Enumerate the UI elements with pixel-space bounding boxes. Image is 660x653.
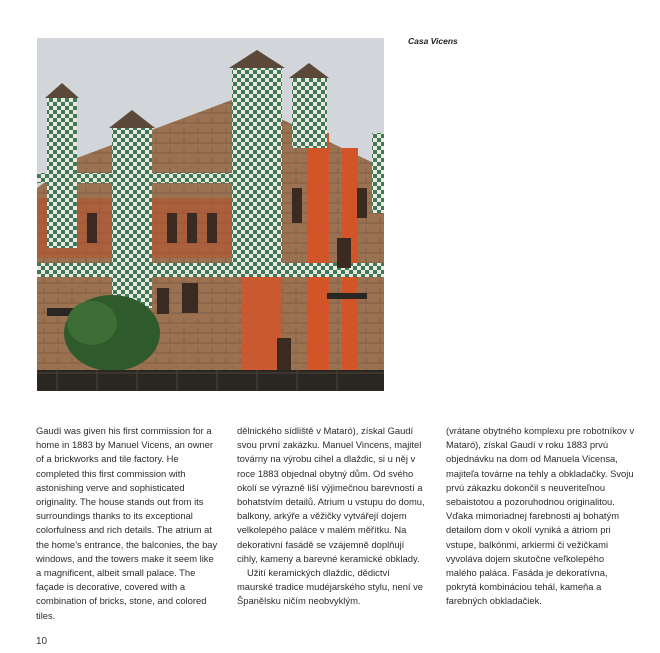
text-column-czech <box>237 424 425 609</box>
paragraph-slovak: (vrátane obytného komplexu pre robotníkov v Mataró), získal Gaudí v roku 1883 prvú objednávku na dom od Manuela Vicensa, majiteľa továrne na tehly a obkladačky. Svoju prvú zákazku dokončil s neuveriteľnou sebaistotou a pozoruhodnou originalitou. Vďaka mimoriadnej farebnosti aj bohatým detailom dom v okolí vyniká a átriom pri vstupe, balkónmi, arkiermi či vežičkami vyvoláva dojem skutočne veľkolepého malého paláca. Fasáda je dekoratívna, pokrytá kombináciou tehál, kameňa a farebných obkladačiek. <box>446 425 635 607</box>
paragraph-czech-1: dělnického sídliště v Mataró), získal Gaudí svou první zakázku. Manuel Vincens, majitel továrny na výrobu cihel a dlaždic, si u něj v roce 1883 objednal obytný dům. Od svého okolí se výrazně liší výjimečnou barevností a bohatstvím detailů. Atrium u vstupu do domu, balkony, arkýře a věžičky vytvářejí dojem velkolepého paláce v malém měřítku. Na dekorativní fasádě se vzájemně doplňují cihly, kameny a barevné keramické obklady. <box>237 425 425 564</box>
text-column-english <box>36 424 220 623</box>
paragraph-czech-2: Užití keramických dlaždic, dědictví maurské tradice mudéjarského stylu, není ve Španělsku ničím neobvyklým. <box>237 567 424 607</box>
casa-vicens-photo <box>37 38 384 391</box>
photo-caption: Casa Vicens <box>408 36 458 46</box>
text-column-slovak <box>446 424 636 609</box>
page-number: 10 <box>36 636 48 647</box>
paragraph-english: Gaudí was given his first commission for a home in 1883 by Manuel Vicens, an owner of a brickworks and tile factory. He completed this first commission with astonishing verve and sophisticated originality. The house stands out from its surroundings thanks to its exceptional colorfulness and rich details. The atrium at the home’s entrance, the balconies, the bay windows, and the towers make it seem like a magnificent, albeit small palace. The façade is decorative, covered with a combination of bricks, stone, and colored tiles. <box>36 425 218 621</box>
